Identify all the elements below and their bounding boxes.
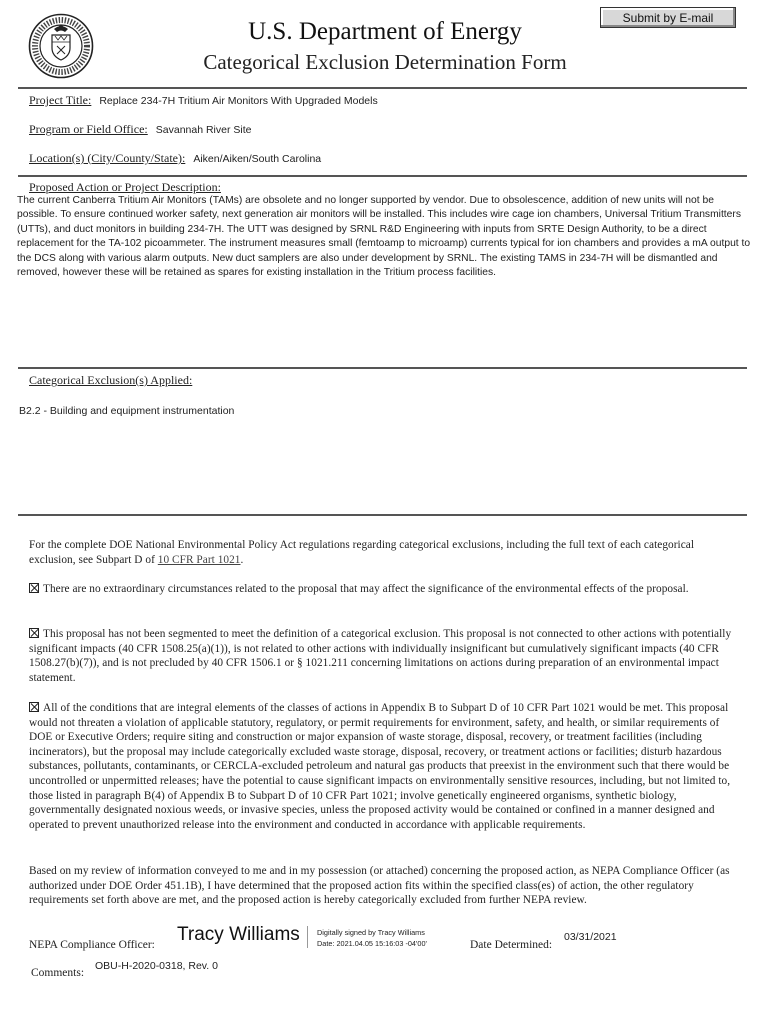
checkbox-extraordinary-circumstances[interactable] — [29, 583, 39, 593]
signature-name[interactable]: Tracy Williams — [177, 924, 300, 945]
project-title-value[interactable]: Replace 234-7H Tritium Air Monitors With Upgraded Models — [99, 95, 378, 107]
regulations-intro-suffix: . — [240, 553, 244, 566]
categorical-exclusion-label: Categorical Exclusion(s) Applied: — [29, 373, 193, 387]
location-label: Location(s) (City/County/State): — [29, 151, 186, 165]
check-item-3-text: All of the conditions that are integral elements of the classes of actions in Appendix B to Subpart D of 10 CFR Part 1021 would be met. This proposal would not threaten a violation of applicable statutory, regulatory, or permit requirements for environment, safety, and health, or similar requirements of DOE or Executive Orders; require siting and construction or major expansion of waste storage, disposal, recovery, or treatment facilities (including incinerators), but the proposal may include categorically excluded waste storage, disposal, recovery, or treatment actions or facilities; disturb hazardous substances, pollutants, contaminants, or CERCLA-excluded petroleum and natural gas products that preexist in the environment such that there would be uncontrolled or unpermitted releases; have the potential to cause significant impacts on environmentally sensitive resources, including, but not limited to, those listed in paragraph B(4) of Appendix B to Subpart D of 10 CFR Part 1021; involve genetically engineered organisms, synthetic biology, governmentally designated noxious weeds, or invasive species, unless the proposed activity would be contained or confined in a manner designed and operated to prevent unauthorized release into the environment and conducted in accordance with applicable requirements. — [29, 702, 731, 831]
categorical-exclusion-value[interactable]: B2.2 - Building and equipment instrumentation — [19, 405, 235, 417]
nepa-officer-label: NEPA Compliance Officer: — [29, 939, 155, 951]
location-value[interactable]: Aiken/Aiken/South Carolina — [193, 153, 322, 165]
cfr-part-1021-link[interactable]: 10 CFR Part 1021 — [157, 553, 241, 566]
digital-signature-line2: Date: 2021.04.05 15:16:03 -04'00' — [317, 939, 427, 948]
checkbox-integral-conditions[interactable] — [29, 702, 39, 712]
location-row — [29, 149, 321, 167]
check-item-3 — [29, 701, 735, 832]
check-item-2 — [29, 627, 735, 685]
comments-value[interactable]: OBU-H-2020-0318, Rev. 0 — [95, 960, 218, 972]
digital-signature-info — [317, 927, 427, 949]
project-title-label: Project Title: — [29, 93, 92, 107]
signature-separator — [307, 926, 310, 948]
page-title: U.S. Department of Energy — [248, 18, 522, 45]
action-divider — [18, 367, 747, 369]
proposed-action-label: Proposed Action or Project Description: — [29, 180, 221, 194]
regulations-intro — [29, 538, 735, 567]
form-subtitle: Categorical Exclusion Determination Form — [203, 50, 567, 74]
exclusion-divider — [18, 514, 747, 516]
determination-statement: Based on my review of information conveyed to me and in my possession (or attached) concerning the proposed action, as NEPA Compliance Officer (as authorized under DOE Order 451.1B), I have determined that the proposed action fits within the specified class(es) of action, the other regulatory requirements set forth above are met, and the proposed action is hereby categorically excluded from further NEPA review. — [29, 865, 730, 907]
check-item-2-text: This proposal has not been segmented to meet the definition of a categorical exclusion. This proposal is not connected to other actions with potentially significant impacts (40 CFR 1508.25(a)(1)), is not related to other actions with individually insignificant but cumulatively significant impacts (40 CFR 1508.27(b)(7)), and is not precluded by 40 CFR 1506.1 or § 1021.211 concerning limitations on actions during preparation of an environmental impact statement. — [29, 628, 732, 684]
checkbox-not-segmented[interactable] — [29, 628, 39, 638]
project-title-row — [29, 91, 378, 109]
submit-by-email-button[interactable]: Submit by E-mail — [600, 7, 736, 28]
office-row — [29, 120, 252, 138]
office-label: Program or Field Office: — [29, 122, 148, 136]
office-value[interactable]: Savannah River Site — [155, 124, 252, 136]
fields-divider — [18, 175, 747, 177]
check-item-1 — [29, 582, 735, 597]
date-determined-label: Date Determined: — [470, 939, 553, 951]
regulations-intro-text: For the complete DOE National Environmental Policy Act regulations regarding categorical exclusions, including the full text of each categorical exclusion, see Subpart D of — [29, 539, 695, 566]
date-determined-value[interactable]: 03/31/2021 — [564, 931, 617, 943]
comments-label: Comments: — [31, 967, 85, 979]
proposed-action-text[interactable]: The current Canberra Tritium Air Monitors (TAMs) are obsolete and no longer supported by vendor. Due to obsolescence, addition of new units will not be possible. To ensure continued worker safety, next generation air monitors will be installed. This includes wire cage ion chambers, Universal Tritium Transmitters (UTTs), and duct monitors in building 234-7H. The UTT was designed by SRNL R&D Engineering with inputs from SRTE Design Authority, to be a direct replacement for the TA-102 picoammeter. The instrument measures small (femtoamp to microamp) currents typical for ion chambers and provides a mA output to the DCS along with various alarm outputs. New duct samplers are also under development by SRNL. The existing TAMS in 234-7H will be dismantled and removed, however these will be retained as spares for existing installation in the Tritium process facilities. — [17, 195, 751, 279]
check-item-1-text: There are no extraordinary circumstances related to the proposal that may affect the significance of the environmental effects of the proposal. — [43, 583, 689, 595]
header-divider — [18, 87, 747, 89]
digital-signature-line1: Digitally signed by Tracy Williams — [317, 928, 425, 937]
